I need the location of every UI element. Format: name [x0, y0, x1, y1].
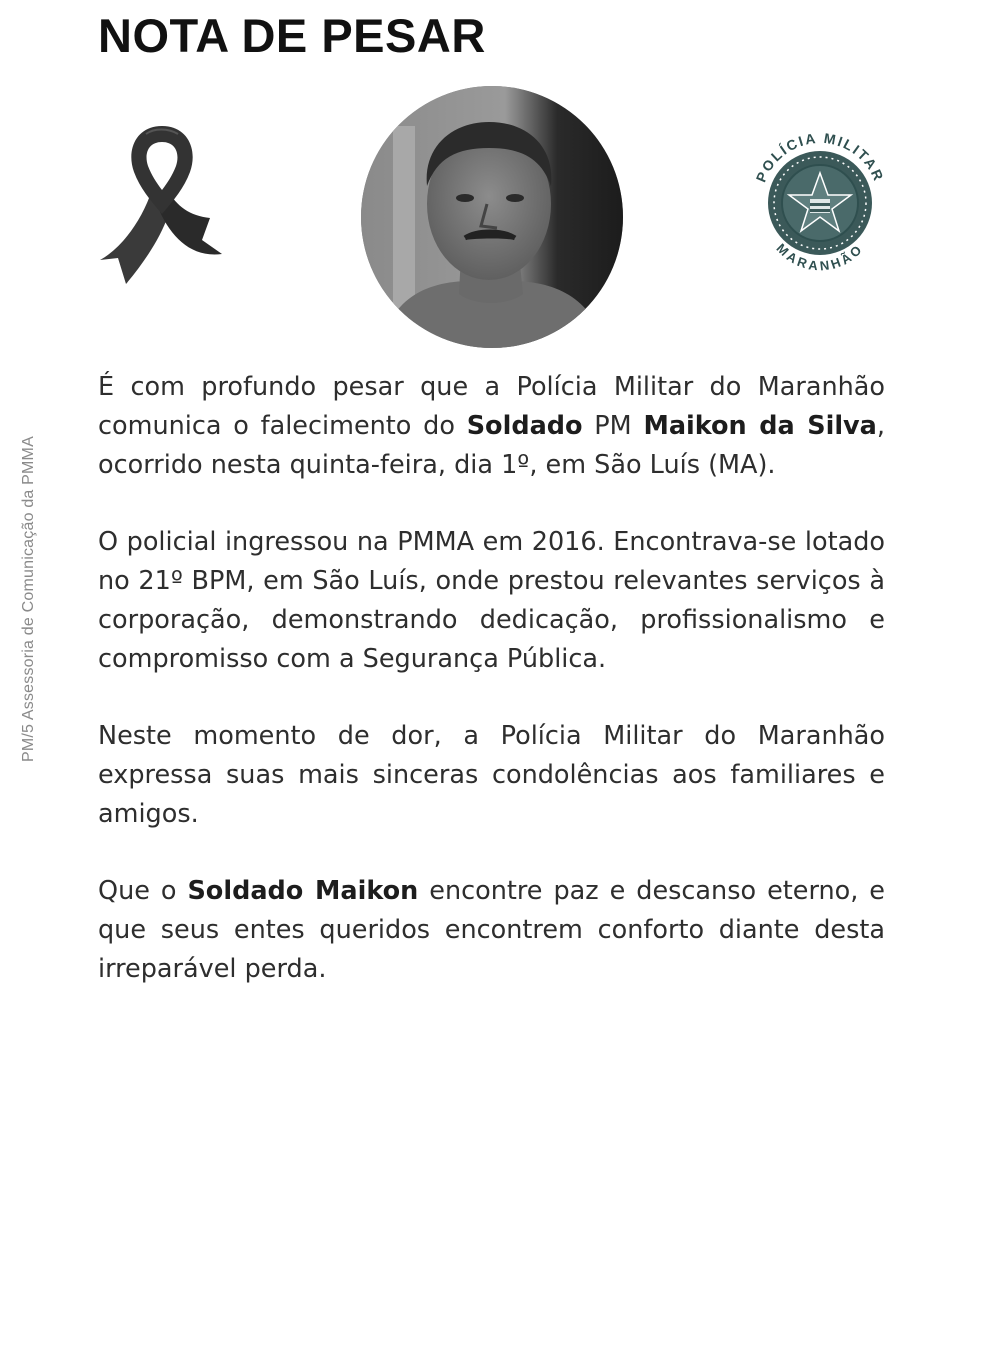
text-segment: É com profundo pesar que a Polícia Militar do Maranhão comunica o falecimento do — [98, 372, 885, 441]
page-title: NOTA DE PESAR — [98, 9, 486, 62]
emblem-bottom-text: MARANHÃO — [773, 240, 867, 274]
text-segment: Que o — [98, 876, 188, 907]
bold-text: Soldado — [466, 410, 583, 441]
paragraph — [98, 368, 885, 484]
emblem-top-text: POLÍCIA MILITAR — [752, 129, 888, 185]
text-segment: , ocorrido nesta quinta-feira, dia 1º, em São Luís (MA). — [98, 410, 885, 480]
paragraph — [98, 872, 885, 988]
text-segment: encontre paz e descanso eterno, e que seus entes queridos encontrem conforto diante desta irreparável perda. — [98, 876, 885, 984]
text-segment: PM — [582, 410, 644, 441]
body-text — [98, 368, 885, 1028]
sidebar-credit: PM/5 Assessoria de Comunicação da PMMA — [20, 436, 37, 762]
text-segment: O policial ingressou na PMMA em 2016. Encontrava-se lotado no 21º BPM, em São Luís, onde prestou relevantes serviços à corporação, demonstrando dedicação, profissionalismo e compromisso com a Segurança Pública. — [98, 527, 885, 674]
policia-militar-emblem — [748, 125, 893, 275]
bold-text: Soldado Maikon — [187, 876, 419, 907]
paragraph — [98, 717, 885, 833]
paragraph — [98, 523, 885, 678]
mourning-ribbon-icon — [96, 120, 226, 290]
text-segment: Neste momento de dor, a Polícia Militar do Maranhão expressa suas mais sinceras condolências aos familiares e amigos. — [98, 721, 885, 829]
bold-text: Maikon da Silva — [643, 410, 877, 441]
portrait-photo — [361, 86, 623, 348]
